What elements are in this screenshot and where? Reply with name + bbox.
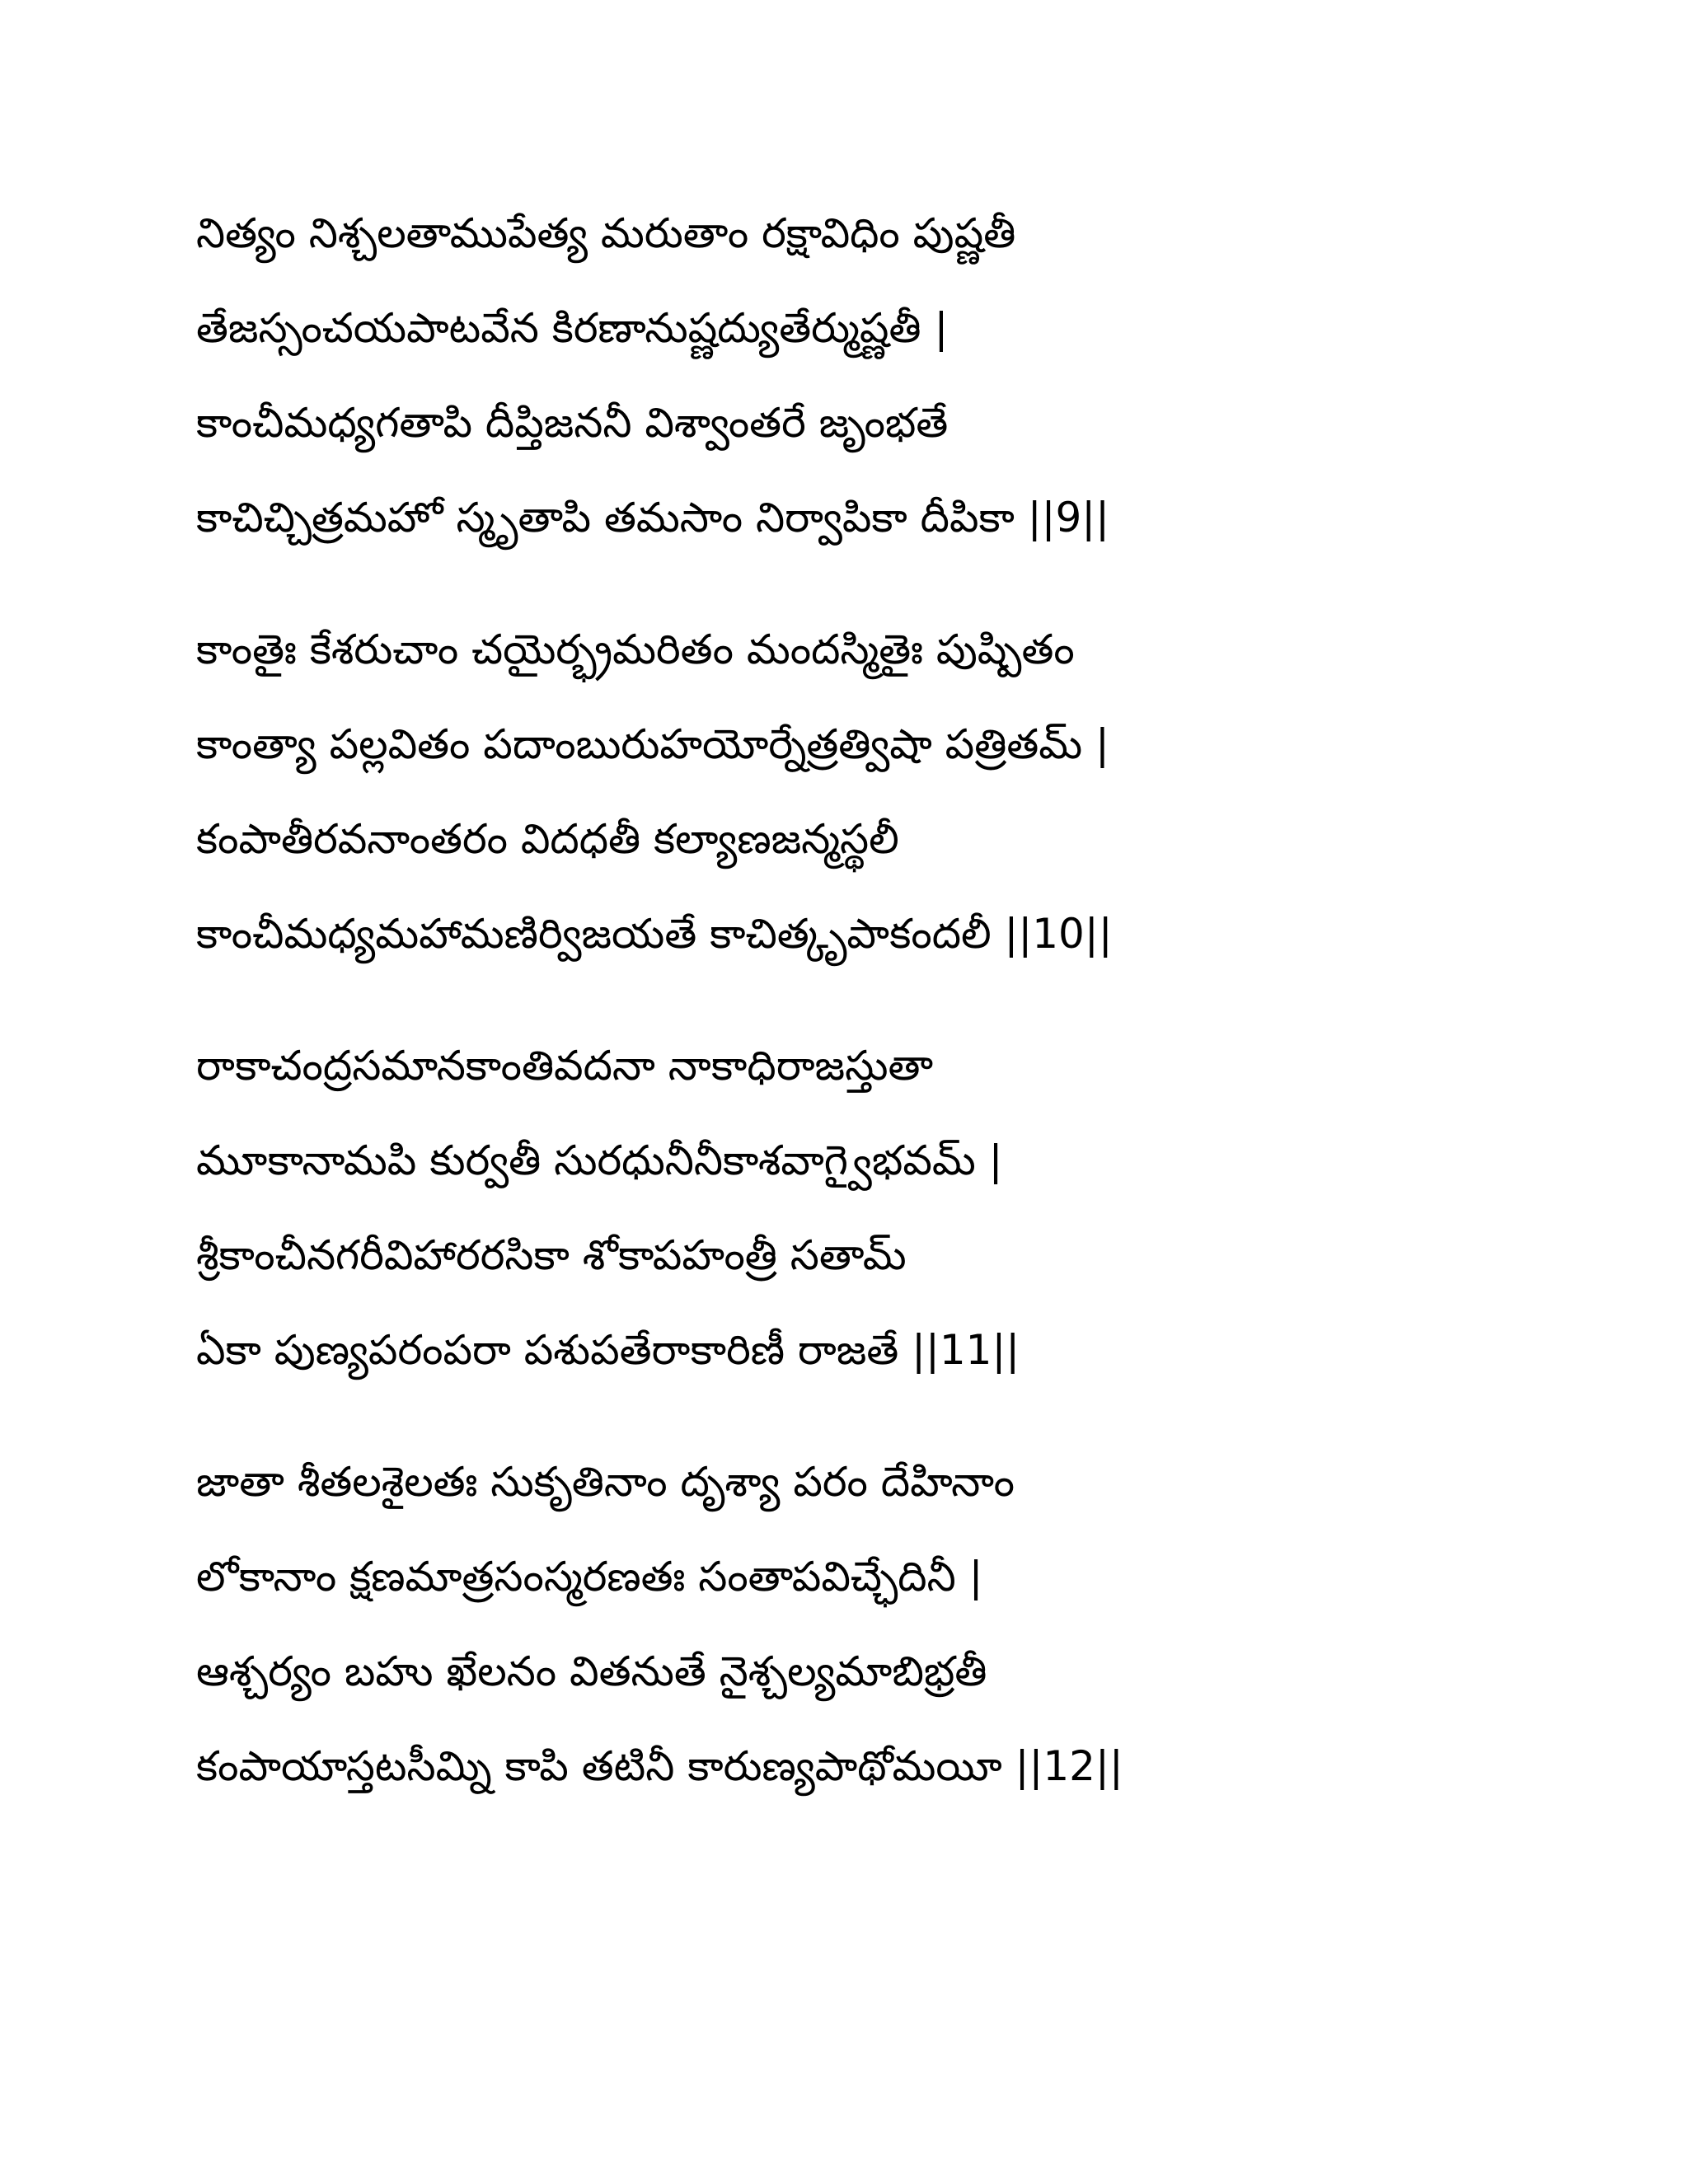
verse-line: ఆశ్చర్యం బహు ఖేలనం వితనుతే నైశ్చల్యమాబిభ్రతీ: [196, 1647, 987, 1695]
verse-10: [196, 610, 1597, 989]
verse-list: [196, 194, 1597, 1858]
verse-line: లోకానాం క్షణమాత్రసంస్మరణతః సంతాపవిచ్ఛేదినీ |: [196, 1553, 983, 1601]
verse-line: శ్రీకాంచీనగరీవిహారరసికా శోకాపహంత్రీ సతామ్: [196, 1231, 907, 1279]
verse-9: [196, 194, 1597, 573]
verse-line: రాకాచంద్రసమానకాంతివదనా నాకాధిరాజస్తుతా: [196, 1042, 934, 1090]
verse-line: తేజస్సంచయపాటవేన కిరణానుష్ణద్యుతేర్ముష్ణతీ |: [196, 304, 949, 352]
verse-12: [196, 1442, 1597, 1821]
verse-line: కంపాతీరవనాంతరం విదధతీ కల్యాణజన్మస్థలీ: [196, 815, 899, 863]
verse-line: ఏకా పుణ్యపరంపరా పశుపతేరాకారిణీ రాజతే ||11||: [196, 1326, 1020, 1374]
verse-line: కాచిచ్చిత్రమహో స్మృతాపి తమసాం నిర్వాపికా దీపికా ||9||: [196, 494, 1109, 541]
verse-line: జాతా శీతలశైలతః సుకృతినాం దృశ్యా పరం దేహినాం: [196, 1458, 1015, 1506]
verse-line: మూకానామపి కుర్వతీ సురధునీనీకాశవాగ్వైభవమ్ |: [196, 1137, 1003, 1184]
verse-line: కాంతైః కేశరుచాం చయైర్భ్రమరితం మందస్మితైః పుష్పితం: [196, 626, 1075, 673]
verse-11: [196, 1026, 1597, 1405]
verse-line: కాంచీమధ్యమహామణిర్విజయతే కాచిత్కృపాకందలీ ||10||: [196, 910, 1113, 958]
verse-line: కాంచీమధ్యగతాపి దీప్తిజననీ విశ్వాంతరే జృంభతే: [196, 399, 949, 447]
verse-line: నిత్యం నిశ్చలతాముపేత్య మరుతాం రక్షావిధిం పుష్ణతీ: [196, 209, 1016, 257]
verse-line: కాంత్యా పల్లవితం పదాంబురుహయోర్నేత్రత్విషా పత్రితమ్ |: [196, 720, 1109, 768]
verse-line: కంపాయాస్తటసీమ్ని కాపి తటినీ కారుణ్యపాథోమయీ ||12||: [196, 1742, 1123, 1790]
